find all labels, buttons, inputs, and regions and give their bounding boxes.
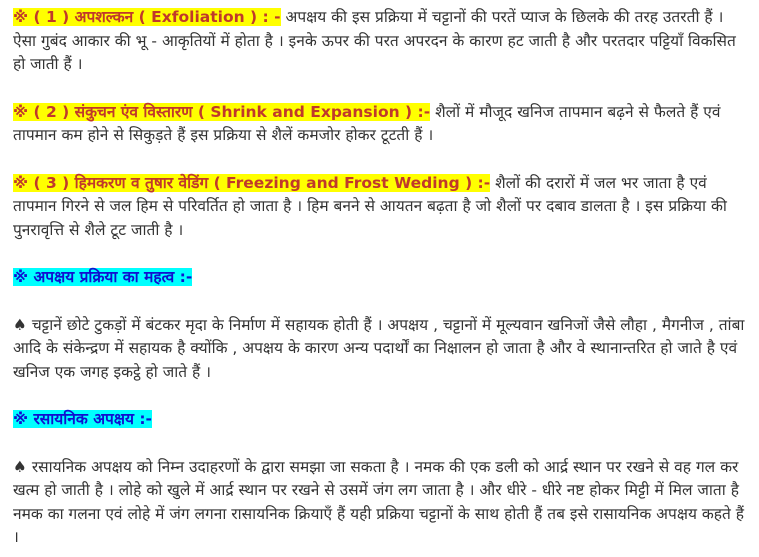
section-body: शैलों की दरारों में जल भर जाता है एवं तापमान गिरने से जल हिम से परिवर्तित हो जाता है । हिम बनने से आयतन बढ़ता है जो शैलों पर दबाव डालता है । इस प्रक्रिया की पुनरावृत्ति से शैले टूट जाती है । [13,173,727,239]
section-body: शैलों में मौजूद खनिज तापमान बढ़ने से फैलते हैं एवं तापमान कम होने से सिकुड़ते हैं इस प्रक्रिया से शैलें कमजोर होकर टूटती हैं । [13,102,721,144]
section-exfoliation [13,6,747,77]
chemical-bullet: ♠ रसायनिक अपक्षय को निम्न उदाहरणों के द्वारा समझा जा सकता है । नमक की एक डली को आर्द्र स्थान पर रखने से वह गल कर खत्म हो जाती है । लोहे को खुले में आर्द्र स्थान पर रखने से उसमें जंग लग जाता है । और धीरे - धीरे नष्ट होकर मिट्टी में मिल जाता है नमक का गलना एवं लोहे में जंग लगना रासायनिक क्रियाएँ हैं यही प्रक्रिया चट्टानों के साथ होती हैं तब इसे रासायनिक अपक्षय कहते हैं । [13,457,744,546]
importance-heading: ※ अपक्षय प्रक्रिया का महत्व :- [13,268,193,286]
chemical-weathering-heading: ※ रसायनिक अपक्षय :- [13,410,152,428]
section-shrink-expansion [13,101,747,148]
section-heading: ※ ( 1 ) अपशल्कन ( Exfoliation ) : - [13,8,281,26]
chemical-heading-line [13,408,747,432]
section-heading: ※ ( 2 ) संकुचन एंव विस्तारण ( Shrink and Expansion ) :- [13,102,431,121]
importance-bullet: ♠ चट्टानें छोटे टुकड़ों में बंटकर मृदा के निर्माण में सहायक होती हैं । अपक्षय , चट्टानों में मूल्यवान खनिजों जैसे लौहा , मैगनीज , तांबा आदि के संकेन्द्रण में सहायक है क्योंकि , अपक्षय के कारण अन्य पदार्थों का निक्षालन हो जाता है और वे स्थानान्तरित हो जाते है एवं खनिज एक जगह इकट्ठे हो जाते हैं । [13,315,745,381]
section-heading: ※ ( 3 ) हिमकरण व तुषार वेडिंग ( Freezing and Frost Weding ) :- [13,173,491,192]
importance-heading-line [13,266,747,290]
section-freezing-frost [13,172,747,243]
section-body: अपक्षय की इस प्रक्रिया में चट्टानों की परतें प्याज के छिलके की तरह उतरती हैं । ऐसा गुबंद आकार की भू - आकृतियों में होता है । इनके ऊपर की परत अपरदन के कारण हट जाती है और परतदार पट्टियाँ विकसित हो जाती हैं । [13,8,736,73]
